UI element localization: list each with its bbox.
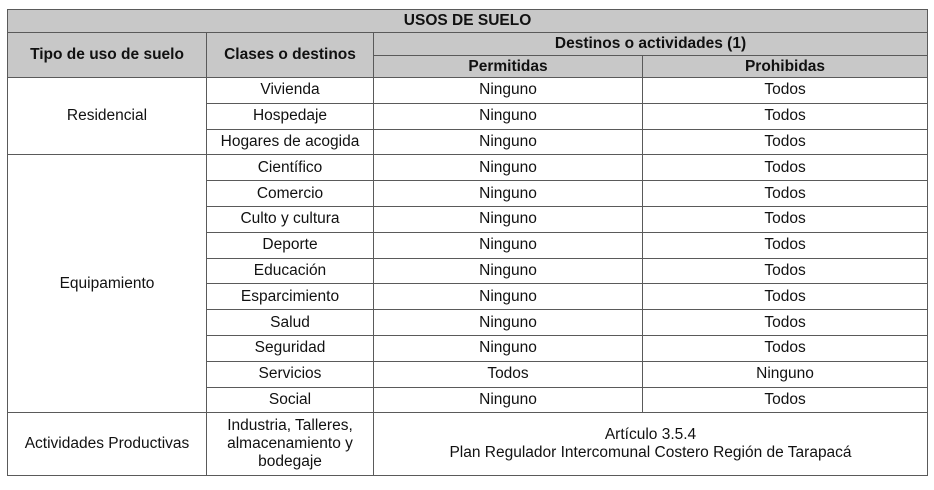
permitidas-cell: Ninguno <box>374 181 643 207</box>
clase-cell: Deporte <box>207 232 374 258</box>
header-permitidas: Permitidas <box>374 56 643 78</box>
tipo-cell: Actividades Productivas <box>8 413 207 476</box>
clase-cell: Educación <box>207 258 374 284</box>
title-row <box>8 10 928 33</box>
table-row <box>8 78 928 104</box>
clase-line: Industria, Talleres, <box>227 417 353 435</box>
reference-plan: Plan Regulador Intercomunal Costero Región de Tarapacá <box>449 444 852 462</box>
prohibidas-cell: Todos <box>643 258 928 284</box>
permitidas-cell: Todos <box>374 361 643 387</box>
header-tipo: Tipo de uso de suelo <box>8 33 207 78</box>
prohibidas-cell: Todos <box>643 387 928 413</box>
header-clases: Clases o destinos <box>207 33 374 78</box>
prohibidas-cell: Todos <box>643 78 928 104</box>
permitidas-cell: Ninguno <box>374 335 643 361</box>
clase-cell: Salud <box>207 310 374 336</box>
table-title: USOS DE SUELO <box>8 10 928 33</box>
prohibidas-cell: Todos <box>643 155 928 181</box>
permitidas-cell: Ninguno <box>374 387 643 413</box>
clase-line: almacenamiento y <box>227 435 353 453</box>
prohibidas-cell: Todos <box>643 129 928 155</box>
clase-cell: Hogares de acogida <box>207 129 374 155</box>
clase-cell: Social <box>207 387 374 413</box>
prohibidas-cell: Todos <box>643 206 928 232</box>
permitidas-cell: Ninguno <box>374 155 643 181</box>
tipo-cell: Equipamiento <box>8 155 207 413</box>
prohibidas-cell: Todos <box>643 310 928 336</box>
clase-line: bodegaje <box>258 453 322 471</box>
clase-cell: Vivienda <box>207 78 374 104</box>
land-use-table <box>7 9 928 476</box>
reference-article: Artículo 3.5.4 <box>604 426 697 444</box>
permitidas-cell: Ninguno <box>374 232 643 258</box>
clase-cell: Servicios <box>207 361 374 387</box>
clase-cell: Científico <box>207 155 374 181</box>
clase-cell: Comercio <box>207 181 374 207</box>
prohibidas-cell: Todos <box>643 284 928 310</box>
permitidas-cell: Ninguno <box>374 310 643 336</box>
prohibidas-cell: Todos <box>643 335 928 361</box>
header-row-1 <box>8 33 928 56</box>
clase-cell <box>207 413 374 476</box>
permitidas-cell: Ninguno <box>374 129 643 155</box>
tipo-cell: Residencial <box>8 78 207 155</box>
table-row <box>8 155 928 181</box>
permitidas-cell: Ninguno <box>374 103 643 129</box>
prohibidas-cell: Todos <box>643 181 928 207</box>
clase-cell: Hospedaje <box>207 103 374 129</box>
permitidas-cell: Ninguno <box>374 258 643 284</box>
reference-cell <box>374 413 928 476</box>
clase-cell: Esparcimiento <box>207 284 374 310</box>
prohibidas-cell: Todos <box>643 103 928 129</box>
prohibidas-cell: Ninguno <box>643 361 928 387</box>
permitidas-cell: Ninguno <box>374 206 643 232</box>
clase-cell: Seguridad <box>207 335 374 361</box>
permitidas-cell: Ninguno <box>374 284 643 310</box>
permitidas-cell: Ninguno <box>374 78 643 104</box>
header-destinos: Destinos o actividades (1) <box>374 33 928 56</box>
prohibidas-cell: Todos <box>643 232 928 258</box>
clase-cell: Culto y cultura <box>207 206 374 232</box>
table-row <box>8 413 928 476</box>
header-prohibidas: Prohibidas <box>643 56 928 78</box>
